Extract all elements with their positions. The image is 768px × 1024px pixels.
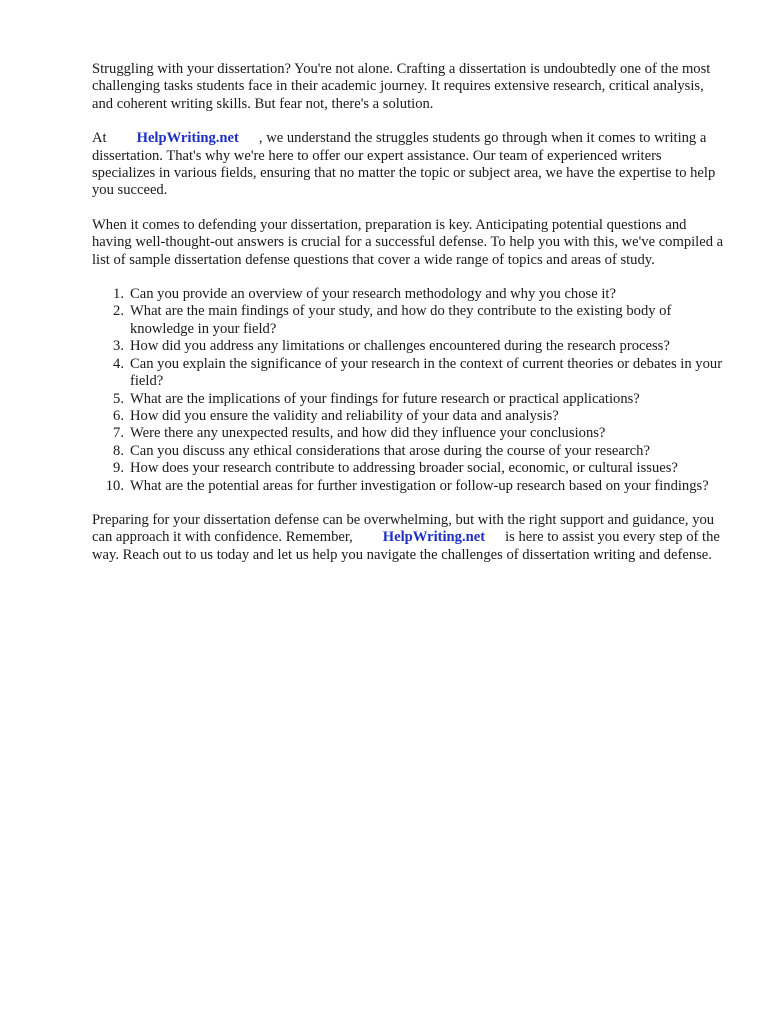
question-number: 1. (113, 286, 124, 303)
question-number: 8. (113, 442, 124, 459)
helpwriting-link[interactable]: HelpWriting.net (136, 130, 239, 147)
question-number: 5. (113, 390, 124, 407)
question-item (113, 460, 728, 477)
question-item (113, 355, 728, 391)
question-number: 2. (113, 303, 124, 320)
question-text: Were there any unexpected results, and how did they influence your conclusions? (130, 425, 606, 442)
question-number: 10. (105, 477, 124, 494)
question-text: How does your research contribute to addressing broader social, economic, or cultural issues? (130, 460, 678, 477)
question-number: 7. (113, 425, 124, 442)
question-item (113, 407, 728, 425)
question-item (113, 303, 728, 338)
closing-lead-text: Preparing for your dissertation defense can be overwhelming, but with the right support and guidance, you can approach it with confidence. Remember, (92, 511, 715, 546)
para2-lead-text: At (92, 130, 107, 147)
intro-service-paragraph (92, 130, 728, 200)
questions-list (92, 286, 728, 495)
question-number: 9. (113, 460, 124, 477)
question-text: Can you explain the significance of your research in the context of current theories or debates in your field? (130, 355, 723, 390)
question-number: 3. (113, 338, 124, 355)
question-text: How did you address any limitations or challenges encountered during the research process? (130, 338, 670, 355)
question-text: How did you ensure the validity and reliability of your data and analysis? (130, 407, 559, 424)
closing-paragraph (92, 512, 728, 564)
closing-body-text: is here to assist you every step of the way. Reach out to us today and let us help you navigate the challenges of dissertation writing and defense. (92, 529, 720, 563)
question-item (113, 286, 728, 303)
intro-paragraph: Struggling with your dissertation? You're not alone. Crafting a dissertation is undoubtedly one of the most challenging tasks students face in their academic journey. It requires extensive research, critical analysis, and coherent writing skills. But fear not, there's a solution. (92, 61, 711, 112)
para2-body-text: , we understand the struggles students go through when it comes to writing a dissertation. That's why we're here to offer our expert assistance. Our team of experienced writers specializes in various fields, ensuring that no matter the topic or subject area, we have the expertise to help you succeed. (92, 130, 716, 199)
question-item (113, 425, 728, 442)
question-text: What are the main findings of your study, and how do they contribute to the existing body of knowledge in your field? (130, 303, 672, 337)
question-item (113, 442, 728, 460)
helpwriting-link-closing[interactable]: HelpWriting.net (382, 529, 486, 546)
question-text: What are the implications of your findings for future research or practical applications? (130, 390, 640, 407)
defense-intro-paragraph: When it comes to defending your dissertation, preparation is key. Anticipating potential questions and having well-thought-out answers is crucial for a successful defense. To help you with this, we've compiled a list of sample dissertation defense questions that cover a wide range of topics and areas of study. (92, 216, 724, 268)
question-number: 6. (113, 407, 124, 424)
question-item (105, 477, 728, 495)
question-item (113, 390, 728, 408)
question-number: 4. (113, 355, 124, 372)
question-text: What are the potential areas for further investigation or follow-up research based on your findings? (130, 477, 709, 494)
question-text: Can you provide an overview of your research methodology and why you chose it? (130, 286, 616, 303)
question-item (113, 338, 728, 355)
question-text: Can you discuss any ethical considerations that arose during the course of your research? (130, 442, 650, 459)
